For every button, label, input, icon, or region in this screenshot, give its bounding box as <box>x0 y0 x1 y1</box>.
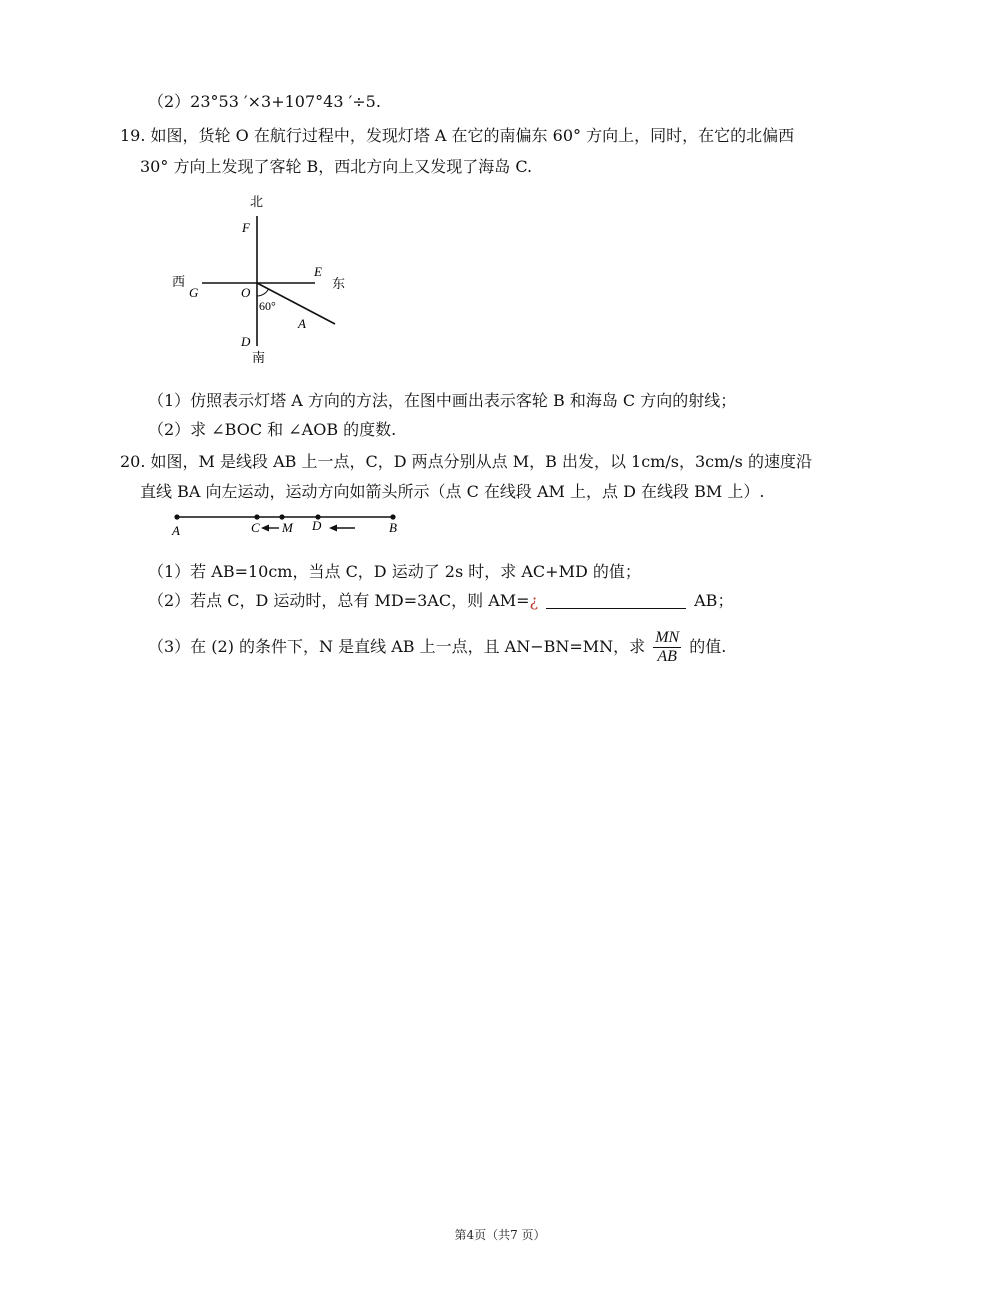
label-b: B <box>389 520 397 535</box>
label-m: M <box>282 520 293 535</box>
label-east: 东 <box>332 276 346 291</box>
label-north: 北 <box>250 194 264 209</box>
label-f: F <box>242 220 250 235</box>
q20-sub2 <box>148 590 733 612</box>
point-a <box>174 514 179 519</box>
page-footer: 第4页（共7 页） <box>454 1228 546 1242</box>
label-d: D <box>241 334 251 349</box>
label-a: A <box>172 523 180 538</box>
label-south: 南 <box>252 350 266 365</box>
q20-stem-line1: 20. 如图，M 是线段 AB 上一点，C，D 两点分别从点 M，B 出发，以 1cm/s，3cm/s 的速度沿 <box>120 452 812 471</box>
q20-sub2-text: （2）若点 C，D 运动时，总有 MD=3AC，则 AM= <box>148 591 530 610</box>
q19-sub1: （1）仿照表示灯塔 A 方向的方法，在图中画出表示客轮 B 和海岛 C 方向的射线； <box>148 391 737 410</box>
fraction-numerator: MN <box>655 629 680 646</box>
q19-stem-line1: 19. 如图，货轮 O 在航行过程中，发现灯塔 A 在它的南偏东 60° 方向上，同时，在它的北偏西 <box>120 126 795 145</box>
q20-sub3-tail: 的值. <box>689 637 727 656</box>
arrow-d-head <box>329 525 337 532</box>
point-m <box>279 514 284 519</box>
point-c <box>254 514 259 519</box>
q20-sub2-mark: ¿ <box>529 591 539 610</box>
q20-stem-line2: 直线 BA 向左运动，运动方向如箭头所示（点 C 在线段 AM 上，点 D 在线段 BM 上）. <box>140 482 765 501</box>
q20-sub3-text: （3）在 (2) 的条件下，N 是直线 AB 上一点，且 AN−BN=MN，求 <box>148 637 646 656</box>
angle-arc <box>257 289 269 296</box>
q20-sub2-tail: AB； <box>694 591 734 610</box>
arrow-c-head <box>261 525 269 532</box>
answer-blank <box>546 608 686 609</box>
q20-sub3 <box>148 627 726 667</box>
q20-sub1: （1）若 AB=10cm，当点 C，D 运动了 2s 时，求 AC+MD 的值； <box>148 562 641 581</box>
label-e: E <box>314 264 322 279</box>
q20-segment-figure <box>165 508 410 540</box>
q18-part2: （2）23°53 ′×3+107°43 ′÷5. <box>148 92 381 111</box>
label-a: A <box>298 316 306 331</box>
label-o: O <box>241 285 251 300</box>
label-west: 西 <box>172 274 186 289</box>
fraction-denominator: AB <box>657 648 677 665</box>
q19-stem-line2: 30° 方向上发现了客轮 B，西北方向上又发现了海岛 C. <box>140 157 533 176</box>
label-d: D <box>312 518 322 533</box>
q19-sub2: （2）求 ∠BOC 和 ∠AOB 的度数. <box>148 420 397 439</box>
q19-compass-figure <box>160 188 370 368</box>
label-angle-60: 60° <box>259 299 276 313</box>
label-g: G <box>189 285 199 300</box>
fraction-mn-ab <box>653 629 681 666</box>
point-b <box>390 514 395 519</box>
label-c: C <box>251 520 260 535</box>
